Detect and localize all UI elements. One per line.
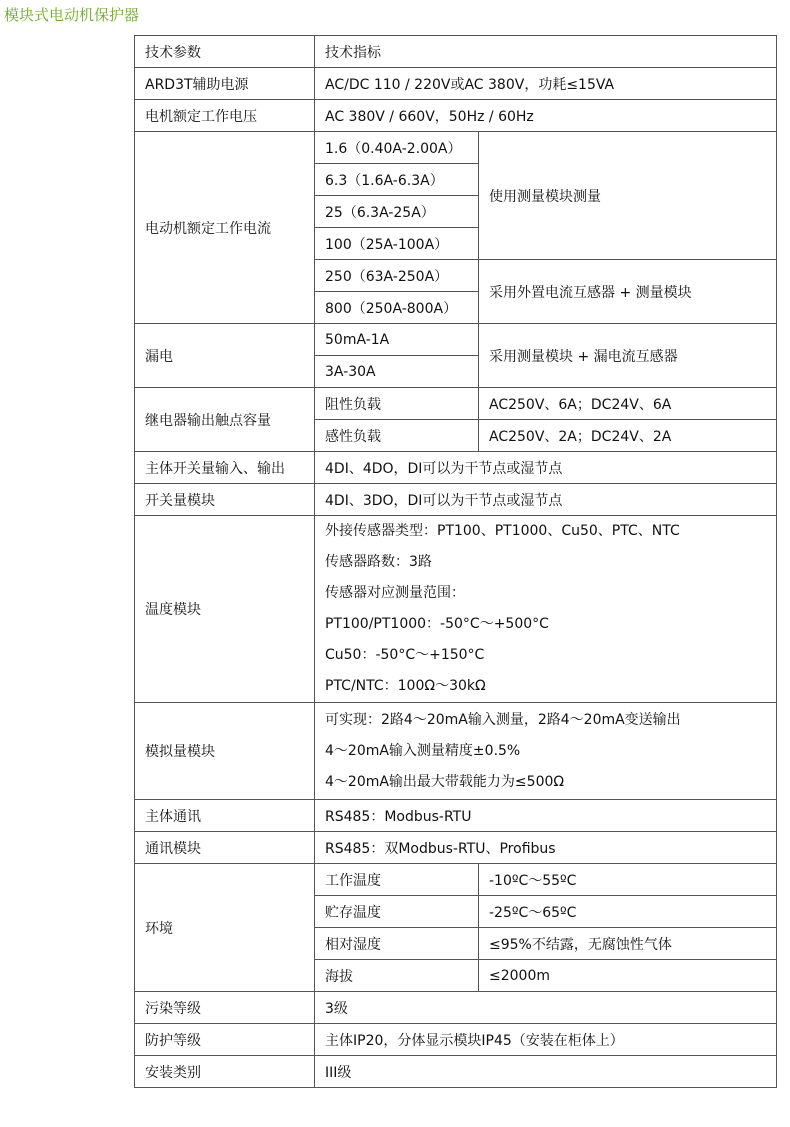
param-cell: 温度模块 [135,516,315,703]
table-row [135,1024,777,1056]
spec-cell: 4DI、3DO，DI可以为干节点或湿节点 [315,484,777,516]
param-cell: 防护等级 [135,1024,315,1056]
param-cell: 主体通讯 [135,800,315,832]
value-cell: AC250V、6A；DC24V、6A [479,388,777,420]
param-cell: 继电器输出触点容量 [135,388,315,452]
spec-line: 4～20mA输出最大带载能力为≤500Ω [325,773,565,790]
param-cell: 电动机额定工作电流 [135,132,315,324]
spec-line: 传感器对应测量范围： [325,585,465,601]
spec-cell [315,703,777,800]
table-row [135,36,777,68]
spec-line: PT100/PT1000：-50°C～+500°C [325,616,549,632]
table-row [135,388,777,420]
table-row [135,832,777,864]
env-value-cell: ≤2000m [479,960,777,992]
spec-cell: 4DI、4DO，DI可以为干节点或湿节点 [315,452,777,484]
spec-line: Cu50：-50°C～+150°C [325,647,485,663]
spec-cell: 3级 [315,992,777,1024]
spec-line: 外接传感器类型：PT100、PT1000、Cu50、PTC、NTC [325,523,680,539]
spec-cell: RS485：双Modbus-RTU、Profibus [315,832,777,864]
range-cell: 50mA-1A [315,324,479,356]
env-value-cell: -10ºC～55ºC [479,864,777,896]
load-cell: 阻性负载 [315,388,479,420]
range-cell: 100（25A-100A） [315,228,479,260]
param-cell: 开关量模块 [135,484,315,516]
method-cell: 使用测量模块测量 [479,132,777,260]
env-value-cell: -25ºC～65ºC [479,896,777,928]
spec-cell: AC 380V / 660V，50Hz / 60Hz [315,100,777,132]
env-item-cell: 相对湿度 [315,928,479,960]
spec-line: PTC/NTC：100Ω～30kΩ [325,678,486,694]
env-item-cell: 贮存温度 [315,896,479,928]
spec-line: 4～20mA输入测量精度±0.5% [325,742,521,759]
header-param: 技术参数 [135,36,315,68]
spec-cell: RS485：Modbus-RTU [315,800,777,832]
spec-cell [315,516,777,703]
param-cell: 环境 [135,864,315,992]
table-row [135,132,777,164]
table-row [135,864,777,896]
param-cell: 电机额定工作电压 [135,100,315,132]
table-row [135,703,777,800]
spec-cell: 主体IP20，分体显示模块IP45（安装在柜体上） [315,1024,777,1056]
env-item-cell: 工作温度 [315,864,479,896]
table-row [135,992,777,1024]
param-cell: ARD3T辅助电源 [135,68,315,100]
param-cell: 安装类别 [135,1056,315,1088]
table-row [135,100,777,132]
spec-cell: III级 [315,1056,777,1088]
spec-cell: AC/DC 110 / 220V或AC 380V，功耗≤15VA [315,68,777,100]
spec-line: 可实现：2路4～20mA输入测量，2路4～20mA变送输出 [325,711,681,728]
table-row [135,452,777,484]
method-cell: 采用测量模块 + 漏电流互感器 [479,324,777,388]
range-cell: 250（63A-250A） [315,260,479,292]
method-cell: 采用外置电流互感器 + 测量模块 [479,260,777,324]
header-spec: 技术指标 [315,36,777,68]
range-cell: 3A-30A [315,356,479,388]
range-cell: 1.6（0.40A-2.00A） [315,132,479,164]
table-row [135,1056,777,1088]
value-cell: AC250V、2A；DC24V、2A [479,420,777,452]
load-cell: 感性负载 [315,420,479,452]
spec-line: 传感器路数：3路 [325,554,432,570]
table-row [135,516,777,703]
env-value-cell: ≤95%不结露，无腐蚀性气体 [479,928,777,960]
spec-table [134,35,777,1088]
param-cell: 污染等级 [135,992,315,1024]
range-cell: 800（250A-800A） [315,292,479,324]
param-cell: 漏电 [135,324,315,388]
param-cell: 主体开关量输入、输出 [135,452,315,484]
range-cell: 6.3（1.6A-6.3A） [315,164,479,196]
table-row [135,324,777,356]
param-cell: 模拟量模块 [135,703,315,800]
page-title: 模块式电动机保护器 [4,6,140,24]
table-row [135,800,777,832]
table-row [135,68,777,100]
env-item-cell: 海拔 [315,960,479,992]
table-row [135,484,777,516]
param-cell: 通讯模块 [135,832,315,864]
range-cell: 25（6.3A-25A） [315,196,479,228]
